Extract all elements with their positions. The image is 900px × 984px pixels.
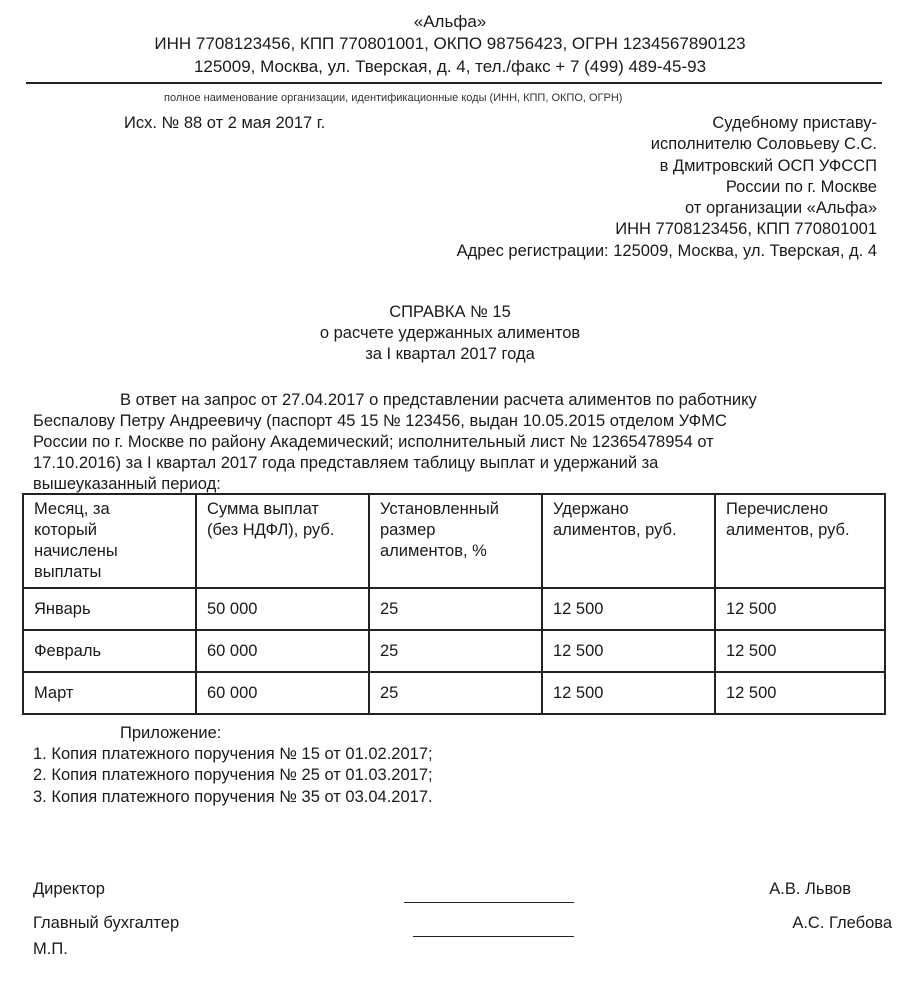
cell-alimony-rate: 25 — [369, 672, 542, 714]
cell-withheld: 12 500 — [542, 672, 715, 714]
header-payment-sum: Сумма выплат (без НДФЛ), руб. — [196, 494, 369, 588]
attachment-item: 1. Копия платежного поручения № 15 от 01.02.2017; — [33, 745, 433, 763]
body-line: России по г. Москве по району Академический; исполнительный лист № 12365478954 от — [33, 433, 714, 451]
cell-transferred: 12 500 — [715, 672, 885, 714]
addressee-line: исполнителю Соловьеву С.С. — [650, 135, 877, 153]
addressee-line: Адрес регистрации: 125009, Москва, ул. Тверская, д. 4 — [456, 242, 877, 260]
body-line: В ответ на запрос от 27.04.2017 о представлении расчета алиментов по работнику — [120, 391, 757, 409]
cell-transferred: 12 500 — [715, 630, 885, 672]
header-month: Месяц, за который начислены выплаты — [23, 494, 196, 588]
cell-month: Январь — [23, 588, 196, 630]
stamp-label: М.П. — [33, 940, 68, 958]
body-line: вышеуказанный период: — [33, 475, 221, 493]
table-row — [23, 672, 885, 714]
org-codes: ИНН 7708123456, КПП 770801001, ОКПО 98756423, ОГРН 1234567890123 — [154, 34, 746, 53]
header-alimony-rate: Установленный размер алиментов, % — [369, 494, 542, 588]
table-row — [23, 588, 885, 630]
cell-alimony-rate: 25 — [369, 588, 542, 630]
accountant-name: А.С. Глебова — [792, 914, 892, 932]
director-signature-line — [404, 902, 574, 903]
org-address: 125009, Москва, ул. Тверская, д. 4, тел./факс + 7 (499) 489-45-93 — [193, 57, 707, 76]
cell-withheld: 12 500 — [542, 630, 715, 672]
body-line: Беспалову Петру Андреевичу (паспорт 45 15 № 123456, выдан 10.05.2015 отделом УФМС — [33, 412, 727, 430]
cell-transferred: 12 500 — [715, 588, 885, 630]
header-transferred: Перечислено алиментов, руб. — [715, 494, 885, 588]
cell-payment-sum: 50 000 — [196, 588, 369, 630]
cell-payment-sum: 60 000 — [196, 672, 369, 714]
attachments-heading: Приложение: — [120, 724, 222, 742]
director-name: А.В. Львов — [769, 880, 851, 898]
org-name: «Альфа» — [413, 12, 487, 31]
attachment-item: 2. Копия платежного поручения № 25 от 01.03.2017; — [33, 766, 433, 784]
payments-table — [22, 493, 886, 715]
cell-month: Март — [23, 672, 196, 714]
cell-alimony-rate: 25 — [369, 630, 542, 672]
cell-withheld: 12 500 — [542, 588, 715, 630]
header-withheld: Удержано алиментов, руб. — [542, 494, 715, 588]
addressee-line: Судебному приставу- — [712, 114, 877, 132]
table-header-row — [23, 494, 885, 588]
addressee-line: в Дмитровский ОСП УФССП — [659, 157, 877, 175]
doc-period: за I квартал 2017 года — [365, 345, 535, 363]
cell-month: Февраль — [23, 630, 196, 672]
doc-title: СПРАВКА № 15 — [389, 303, 511, 321]
attachment-item: 3. Копия платежного поручения № 35 от 03.04.2017. — [33, 788, 433, 806]
table-row — [23, 630, 885, 672]
accountant-label: Главный бухгалтер — [33, 914, 180, 932]
addressee-line: ИНН 7708123456, КПП 770801001 — [615, 220, 877, 238]
body-line: 17.10.2016) за I квартал 2017 года представляем таблицу выплат и удержаний за — [33, 454, 659, 472]
director-label: Директор — [33, 880, 105, 898]
outgoing-ref: Исх. № 88 от 2 мая 2017 г. — [124, 114, 326, 132]
header-divider — [26, 82, 882, 84]
doc-subtitle: о расчете удержанных алиментов — [319, 324, 581, 342]
addressee-line: от организации «Альфа» — [684, 199, 877, 217]
addressee-line: России по г. Москве — [725, 178, 877, 196]
header-caption: полное наименование организации, идентификационные коды (ИНН, КПП, ОКПО, ОГРН) — [164, 92, 623, 104]
cell-payment-sum: 60 000 — [196, 630, 369, 672]
accountant-signature-line — [413, 936, 574, 937]
